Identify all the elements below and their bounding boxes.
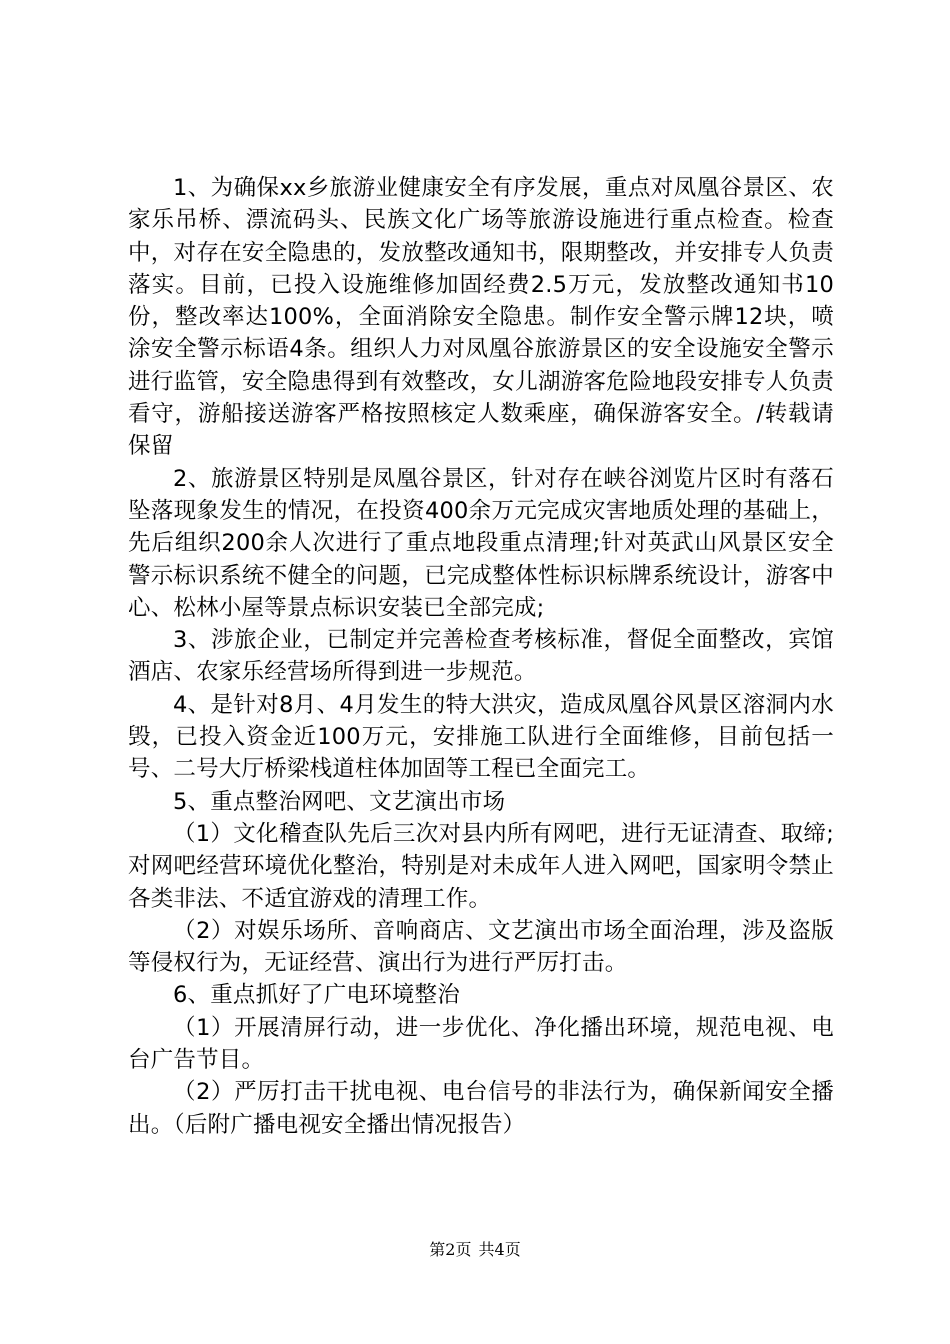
sub-paragraph-5-2: （2）对娱乐场所、音响商店、文艺演出市场全面治理，涉及盗版等侵权行为，无证经营、演出行为进行严厉打击。 [128, 917, 834, 977]
paragraph-2: 2、旅游景区特别是凤凰谷景区，针对存在峡谷浏览片区时有落石坠落现象发生的情况，在投资400余万元完成灾害地质处理的基础上，先后组织200余人次进行了重点地段重点清理;针对英武山风景区安全警示标识系统不健全的问题，已完成整体性标识标牌系统设计，游客中心、松林小屋等景点标识安装已全部完成; [128, 465, 834, 621]
page-number: 第2页 [429, 1240, 472, 1259]
sub-paragraph-6-2: （2）严厉打击干扰电视、电台信号的非法行为，确保新闻安全播出。（后附广播电视安全播出情况报告） [128, 1079, 834, 1138]
page-total: 共4页 [478, 1240, 521, 1259]
paragraph-4: 4、是针对8月、4月发生的特大洪灾，造成凤凰谷风景区溶洞内水毁，已投入资金近100万元，安排施工队进行全面维修，目前包括一号、二号大厅桥梁栈道柱体加固等工程已全面完工。 [128, 691, 834, 783]
sub-paragraph-6-1: （1）开展清屏行动，进一步优化、净化播出环境，规范电视、电台广告节目。 [128, 1014, 834, 1074]
paragraph-1: 1、为确保xx乡旅游业健康安全有序发展，重点对凤凰谷景区、农家乐吊桥、漂流码头、民族文化广场等旅游设施进行重点检查。检查中，对存在安全隐患的，发放整改通知书，限期整改，并安排专人负责落实。目前，已投入设施维修加固经费2.5万元，发放整改通知书10份，整改率达100%，全面消除安全隐患。制作安全警示牌12块，喷涂安全警示标语4条。组织人力对凤凰谷旅游景区的安全设施安全警示进行监管，安全隐患得到有效整改，女儿湖游客危险地段安排专人负责看守，游船接送游客严格按照核定人数乘座，确保游客安全。/转载请保留 [128, 175, 834, 460]
page-footer [0, 1240, 950, 1260]
section-heading-6: 6、重点抓好了广电环境整治 [173, 982, 460, 1009]
sub-paragraph-5-1: （1）文化稽查队先后三次对县内所有网吧，进行无证清查、取缔;对网吧经营环境优化整治，特别是对未成年人进入网吧，国家明令禁止各类非法、不适宜游戏的清理工作。 [128, 820, 834, 912]
paragraph-3: 3、涉旅企业，已制定并完善检查考核标准，督促全面整改，宾馆酒店、农家乐经营场所得到进一步规范。 [128, 627, 834, 686]
section-heading-5: 5、重点整治网吧、文艺演出市场 [173, 788, 506, 815]
document-body [128, 172, 834, 1141]
